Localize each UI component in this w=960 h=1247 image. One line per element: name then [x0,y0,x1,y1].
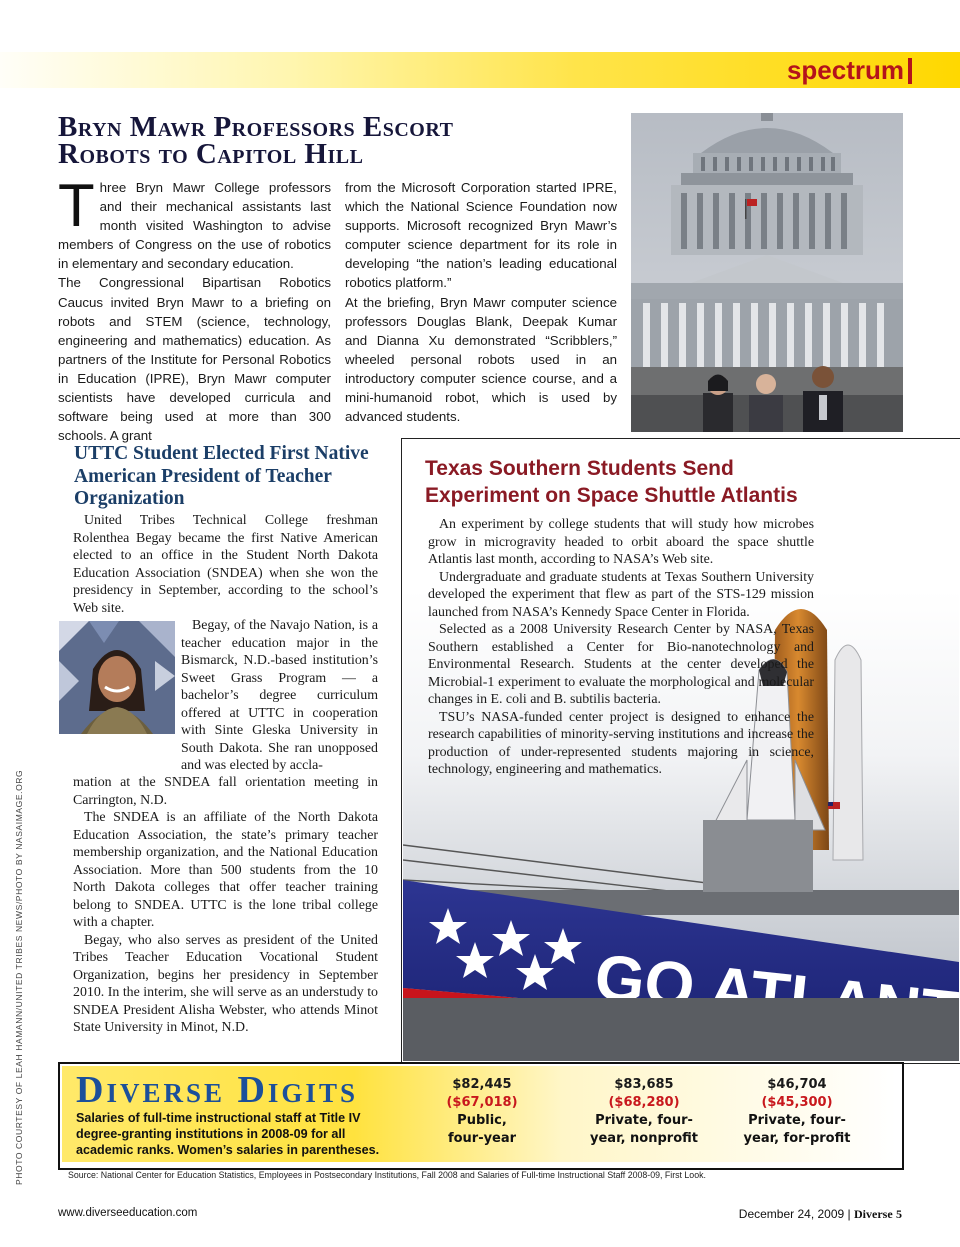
salary-stat [564,1076,724,1148]
footer-date: December 24, 2009 [738,1207,845,1221]
women-salary-value: ($67,018) [446,1095,518,1110]
article1-paragraph-text: hree Bryn Mawr College professors and their mechanical assistants last month visited Washington to advise members of Congress on the use of robotics in elementary and secondary education. [58,180,331,272]
article2-body-continued [73,774,378,1037]
institution-type-label: four-year [447,1131,517,1146]
salary-value: $82,445 [452,1077,512,1092]
institution-type-label: year, for-profit [743,1131,851,1146]
source-note: Source: National Center for Education Statistics, Employees in Postsecondary Institutions, Fall 2008 and Salaries of Full-time Instructional Staff 2008-09, First Look. [68,1170,706,1180]
article3-paragraph: An experiment by college students that will study how microbes grow in microgravity headed to orbit aboard the space shuttle Atlantis last month, according to NASA’s Web site. [428,517,814,567]
institution-type-label: Private, four- [748,1113,846,1128]
institution-type-label: year, nonprofit [590,1131,698,1146]
article2-paragraph-text: Begay, who also serves as president of the United Tribes Teacher Education Vocational Student Organization, begins her presidency in September 2010. In the interim, she will serve as an understudy to SNDEA President Alisha Webster, who attends Minot State University in Minot, N.D. [73,932,378,1035]
section-divider [908,58,912,84]
article1-paragraph: from the Microsoft Corporation started IPRE, which the National Science Foundation now supports. Microsoft recognized Bryn Mawr’s computer science department for its role in developing “the nation’s leading educational robotics platform.” [345,180,617,291]
photo-credit: PHOTO COURTESY OF LEAH HAMANN/UNITED TRIBES NEWS/PHOTO BY NASAIMAGE.ORG [14,769,24,1185]
article1-column-1 [58,172,331,445]
article3-paragraph: Undergraduate and graduate students at Texas Southern University developed the experiment that flew as part of the STS-129 mission launched from NASA’s Kennedy Space Center in Florida. [428,569,814,620]
salary-value: $83,685 [614,1077,674,1092]
article3-body [428,516,814,779]
women-salary-value: ($45,300) [761,1095,833,1110]
article1-headline [58,111,618,170]
diverse-digits-description: Salaries of full-time instructional staff at Title IV degree-granting institutions in 2008-09 for all academic ranks. Women’s salaries in parentheses. [76,1111,380,1157]
women-salary-value: ($68,280) [608,1095,680,1110]
article1-column-2 [345,178,617,426]
article2-headline: UTTC Student Elected First Native American President of Teacher Organization [74,443,369,509]
footer-folio [739,1207,902,1222]
article1-paragraph: The Congressional Bipartisan Robotics Caucus invited Bryn Mawr to a briefing on robots and STEM (science, technology, engineering and mathematics) education. As partners of the Institute for Personal Robotics in Education (IPRE), Bryn Mawr computer scientists have developed curricula and software being used at more than 300 schools. A grant [58,275,331,444]
diverse-digits-title: Diverse Digits [76,1069,358,1111]
article2-paragraph [181,617,378,775]
footer-url[interactable]: www.diverseeducation.com [58,1207,198,1219]
article3-paragraph: Selected as a 2008 University Research Center by NASA, Texas Southern established a Center for Bio-nanotechnology and Environmental Research. Students at the center developed the Microbial-1 experiment to evaluate the morphological and molecular changes in E. coli and B. subtilis bacteria. [428,622,814,707]
institution-type-label: Private, four- [595,1113,693,1128]
article1-headline-line2: Robots to Capitol Hill [58,138,364,170]
drop-cap: T [58,172,95,239]
student-portrait-photo [59,621,175,734]
footer-separator: | [847,1207,851,1221]
salary-stat [402,1076,562,1148]
article3-paragraph: TSU’s NASA-funded center project is designed to enhance the research capabilities of minority-serving institutions and increase the production of under-represented students majoring in science, technology, engineering and mathematics. [428,709,814,777]
article2-paragraph [73,512,378,617]
article2-paragraph-text: Begay, of the Navajo Nation, is a teacher education major in the Bismarck, N.D.-based institution’s Sweet Grass Program — a bachelor’s degree curriculum offered at UTTC in cooperation with Sinte Gleska University in South Dakota. She ran unopposed and was elected by accla- [181,618,378,773]
article2-paragraph-text: United Tribes Technical College freshman Rolenthea Begay became the first Native American elected to an office in the Student North Dakota Education Association (SNDEA) when she won the presidency in September, according to the school’s Web site. [73,513,378,616]
salary-stat [717,1076,877,1148]
capitol-photo [631,113,903,432]
article2-paragraph-text: mation at the SNDEA fall orientation meeting in Carrington, N.D. [73,775,378,808]
article2-paragraph-text: The SNDEA is an affiliate of the North Dakota Education Association, the state’s primary teacher membership organization, and the National Education Association. More than 500 students from the 10 North Dakota colleges that offer teacher training belong to SNDEA. UTTC is the lone tribal college with a chapter. [73,810,378,930]
footer-page-number: 5 [896,1207,902,1221]
institution-type-label: Public, [457,1113,507,1128]
article1-paragraph [58,172,331,273]
footer-publication: Diverse [854,1207,893,1221]
article3-headline: Texas Southern Students Send Experiment on Space Shuttle Atlantis [425,457,798,507]
salary-value: $46,704 [767,1077,827,1092]
section-label: spectrum [786,55,904,85]
article1-headline-line1: Bryn Mawr Professors Escort [58,111,454,143]
article1-paragraph: At the briefing, Bryn Mawr computer science professors Douglas Blank, Deepak Kumar and Dianna Xu demonstrated “Scribblers,” wheeled personal robots used in an introductory computer science course, and a mini-humanoid robot, which is used by advanced students. [345,294,617,425]
